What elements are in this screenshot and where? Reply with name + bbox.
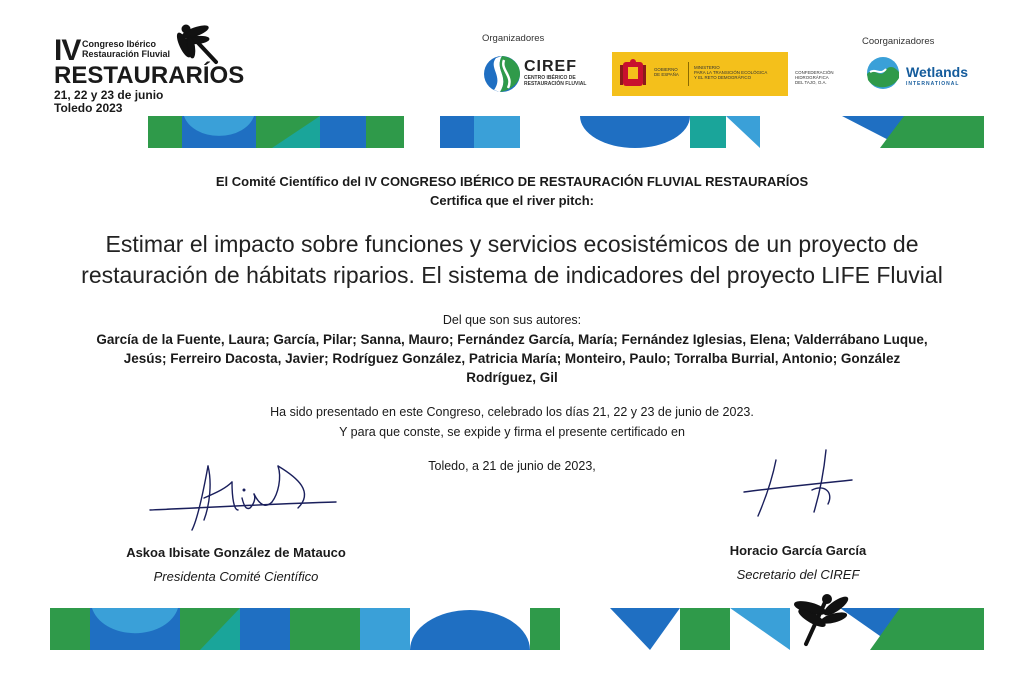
event-edition: IV bbox=[54, 34, 81, 67]
event-line-1: Congreso Ibérico bbox=[82, 39, 157, 49]
place-date: Toledo, a 21 de junio de 2023, bbox=[428, 459, 596, 473]
authors-line-3: Rodríguez, Gil bbox=[466, 370, 558, 385]
wetlands-name: Wetlands bbox=[906, 64, 968, 80]
right-signature-icon bbox=[734, 446, 874, 526]
bottom-decorative-strip bbox=[0, 604, 1024, 654]
ciref-emblem-icon bbox=[482, 54, 522, 94]
co-organizers-label: Coorganizadores bbox=[862, 36, 935, 47]
pitch-title-line-2: restauración de hábitats riparios. El sistema de indicadores del proyecto LIFE Fluvial bbox=[81, 262, 943, 288]
event-location: Toledo 2023 bbox=[54, 101, 123, 116]
gov-divider bbox=[688, 62, 689, 86]
ministry-line-3: Y EL RETO DEMOGRÁFICO bbox=[694, 75, 752, 81]
wetlands-logo bbox=[866, 56, 986, 92]
authors-line-1: García de la Fuente, Laura; García, Pilar; Sanna, Mauro; Fernández García, María; Fernández Iglesias, Elena; Valderrábano Luque, bbox=[96, 332, 928, 347]
authors-intro: Del que son sus autores: bbox=[442, 313, 582, 327]
ciref-logo bbox=[482, 52, 602, 96]
certifies-line: Certifica que el river pitch: bbox=[430, 193, 594, 208]
wetlands-emblem-icon bbox=[866, 56, 900, 90]
conf-line-3: DEL TAJO, O.A. bbox=[795, 80, 827, 86]
left-signature-icon bbox=[148, 458, 338, 538]
conste-line: Y para que conste, se expide y firma el presente certificado en bbox=[339, 425, 685, 439]
confederation-text bbox=[795, 70, 834, 85]
event-line-2: Restauración Fluvial bbox=[82, 49, 171, 59]
conf-line-2: HIDROGRÁFICA bbox=[795, 75, 829, 81]
government-banner bbox=[612, 52, 788, 96]
ministry-line-2: PARA LA TRANSICIÓN ECOLÓGICA bbox=[694, 70, 768, 76]
pitch-title-line-1: Estimar el impacto sobre funciones y servicios ecosistémicos de un proyecto de bbox=[105, 231, 919, 257]
right-signer-role: Secretario del CIREF bbox=[736, 567, 860, 582]
event-dates-text: 21, 22 y 23 de junio bbox=[54, 88, 164, 102]
ciref-subtitle bbox=[524, 76, 586, 88]
committee-line: El Comité Científico del IV CONGRESO IBÉRICO DE RESTAURACIÓN FLUVIAL RESTAURARÍOS bbox=[215, 174, 809, 189]
ciref-name: CIREF bbox=[524, 58, 577, 75]
coat-of-arms-icon bbox=[620, 59, 646, 89]
presented-line: Ha sido presentado en este Congreso, celebrado los días 21, 22 y 23 de junio de 2023. bbox=[270, 405, 754, 419]
top-decorative-strip bbox=[0, 112, 1024, 152]
conf-line-1: CONFEDERACIÓN bbox=[795, 70, 834, 75]
authors-line-2: Jesús; Ferreiro Dacosta, Javier; Rodríguez González, Patricia María; Monteiro, Paulo; Torralba Burrial, Antonio; González bbox=[123, 351, 901, 366]
gov-line-1: GOBIERNO bbox=[654, 67, 678, 72]
left-signer-name: Askoa Ibisate González de Matauco bbox=[126, 545, 346, 560]
ciref-subtitle-1: CENTRO IBÉRICO DE bbox=[524, 75, 576, 81]
authors-list bbox=[48, 330, 976, 387]
gov-line-2: DE ESPAÑA bbox=[654, 72, 679, 78]
dragonfly-bottom-icon bbox=[786, 590, 850, 650]
organizers-label: Organizadores bbox=[482, 33, 545, 44]
event-name: RESTAURARÍOS bbox=[54, 62, 245, 89]
left-signer-role: Presidenta Comité Científico bbox=[153, 569, 319, 584]
gov-spain-text bbox=[654, 67, 679, 77]
ministry-line-1: MINISTERIO bbox=[694, 65, 720, 70]
wetlands-subtitle: INTERNATIONAL bbox=[906, 81, 960, 87]
ciref-subtitle-2: RESTAURACIÓN FLUVIAL bbox=[524, 80, 587, 87]
right-signer-name: Horacio García García bbox=[729, 543, 867, 558]
ministry-text bbox=[694, 65, 767, 80]
pitch-title bbox=[40, 229, 984, 291]
dragonfly-icon bbox=[172, 20, 222, 70]
